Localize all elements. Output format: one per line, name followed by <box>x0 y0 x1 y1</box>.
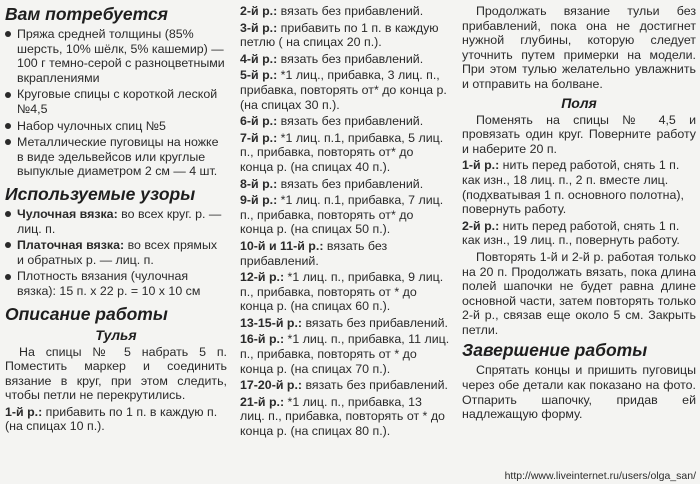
row-instruction: 13-15-й р.: вязать без прибавлений. <box>240 315 448 330</box>
row-instruction: 21-й р.: *1 лиц. п., прибавка, 13 лиц. п., прибавка, повторять от * до конца р. (на спицах 80 п.). <box>240 394 445 439</box>
materials-item: Металлические пуговицы на ножке в виде эдельвейсов или круглые выпуклые диаметром 2 см — 4 шт. <box>5 135 227 179</box>
row-instruction: 9-й р.: *1 лиц. п.1, прибавка, 7 лиц. п., прибавка, повторять от* до конца р. (на спицах 50 п.). <box>240 193 444 237</box>
row-instruction: 8-й р.: вязать без прибавлений. <box>240 176 424 191</box>
bullet-icon <box>5 139 11 145</box>
bullet-icon <box>5 274 11 280</box>
row-instruction: 2-й р.: вязать без прибавлений. <box>240 4 424 18</box>
heading-description: Описание работы <box>5 303 168 324</box>
row-instruction: 12-й р.: *1 лиц. п., прибавка, 9 лиц. п., прибавка, повторять от * до конца р. (на спицах 60 п.). <box>240 270 444 314</box>
bullet-icon <box>5 242 11 248</box>
materials-item: Набор чулочных спиц №5 <box>5 119 227 134</box>
pattern-item: Плотность вязания (чулочная вязка): 15 п. х 22 р. = 10 х 10 см <box>5 269 227 298</box>
bullet-icon <box>5 211 11 217</box>
heading-brim: Поля <box>561 94 597 111</box>
bullet-icon <box>5 31 11 37</box>
row-instruction: 1-й р.: нить перед работой, снять 1 п. как изн., 18 лиц. п., 2 п. вместе лиц. (подхватывая 1 п. основного полотна), повернуть работу. <box>462 158 684 217</box>
heading-patterns: Используемые узоры <box>5 183 196 204</box>
row-instruction: 10-й и 11-й р.: вязать без прибавлений. <box>240 238 388 268</box>
heading-crown: Тулья <box>95 326 137 343</box>
pattern-item: Чулочная вязка: во всех круг. р. — лиц. п. <box>5 207 227 236</box>
brim-intro: Поменять на спицы № 4,5 и провязать один круг. Поверните работу и наберите 20 п. <box>462 112 696 156</box>
row-instruction: 6-й р.: вязать без прибавлений. <box>240 114 424 129</box>
row-instruction: 5-й р.: *1 лиц., прибавка, 3 лиц. п., прибавка, повторять от* до конца р. (на спицах 30 п.). <box>240 68 447 112</box>
row-instruction: 17-20-й р.: вязать без прибавлений. <box>240 378 448 393</box>
bullet-icon <box>5 123 11 129</box>
row-instruction: 2-й р.: нить перед работой, снять 1 п. как изн., 19 лиц. п., повернуть работу. <box>462 218 680 248</box>
bullet-icon <box>5 92 11 98</box>
crown-intro: На спицы № 5 набрать 5 п. Поместить маркер и соединить вязание в круг, при этом следить, чтобы петли не перекрутились. <box>5 344 227 403</box>
pattern-item: Платочная вязка: во всех прямых и обратных р. — лиц. п. <box>5 238 227 267</box>
column-3 <box>462 4 696 424</box>
row-instruction: 7-й р.: *1 лиц. п.1, прибавка, 5 лиц. п., прибавка, повторять от* до конца р. (на спицах 40 п.). <box>240 130 444 174</box>
row-instruction: 4-й р.: вязать без прибавлений. <box>240 51 424 66</box>
row-instruction: 1-й р.: прибавить по 1 п. в каждую п. (на спицах 10 п.). <box>5 404 218 434</box>
row-instruction: 3-й р.: прибавить по 1 п. в каждую петлю ( на спицах 20 п.). <box>240 20 439 50</box>
heading-materials: Вам потребуется <box>5 4 168 24</box>
finishing-text: Спрятать концы и пришить пуговицы через обе детали как показано на фото. Отпарить шапочку, придав ей надлежащую форму. <box>462 363 696 422</box>
materials-item: Круговые спицы с короткой леской №4,5 <box>5 87 227 116</box>
source-url: http://www.liveinternet.ru/users/olga_san/ <box>504 470 696 482</box>
heading-finishing: Завершение работы <box>462 340 648 361</box>
materials-item: Пряжа средней толщины (85% шерсть, 10% шёлк, 5% кашемир) — 100 г темно-серой с разноцветными вкраплениями <box>5 27 227 85</box>
row-instruction: 16-й р.: *1 лиц. п., прибавка, 11 лиц. п., прибавка, повторять от * до конца р. (на спицах 70 п.). <box>240 332 450 376</box>
crown-continue: Продолжать вязание тульи без прибавлений, пока она не достигнет нужной глубины, которую следует уточнить путем примерки на модели. При этом тулью желательно увлажнить и отправить на болване. <box>462 4 696 91</box>
brim-repeat: Повторять 1-й и 2-й р. работая только на 20 п. Продолжать вязать, пока длина полей шапочки не будет равна длине основной части, затем повторять только 2-й р., связав еще около 5 см. Закрыть петли. <box>462 249 696 337</box>
column-1 <box>5 4 227 436</box>
column-2 <box>240 4 450 441</box>
